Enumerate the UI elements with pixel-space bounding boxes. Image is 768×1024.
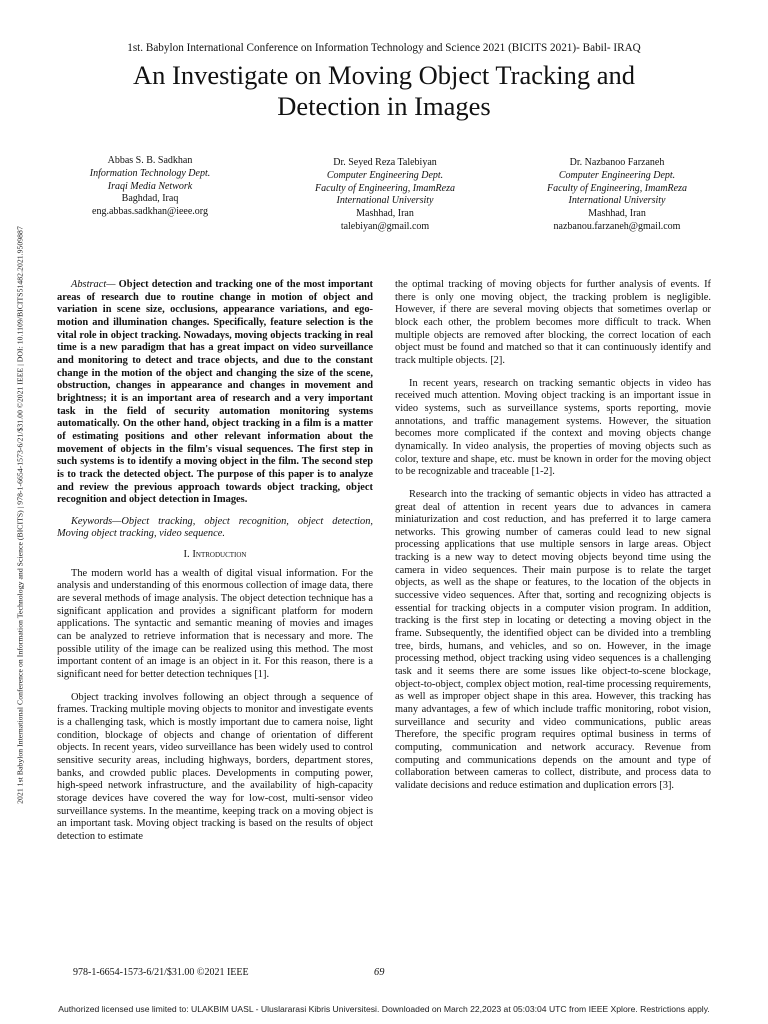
left-column xyxy=(57,279,373,844)
authorized-use-notice: Authorized licensed use limited to: ULAKBIM UASL - Uluslararasi Kibris Universitesi. Downloaded on March 22,2023 at 05:03:04 UTC from IEEE Xplore. Restrictions apply. xyxy=(58,1004,710,1014)
title-line-2: Detection in Images xyxy=(277,91,491,121)
author-city: Mashhad, Iran xyxy=(356,208,414,220)
author-email: eng.abbas.sadkhan@ieee.org xyxy=(92,206,208,218)
paper-title xyxy=(40,60,728,122)
author-org-2: International University xyxy=(336,195,434,207)
page-number: 69 xyxy=(374,967,385,978)
abstract-text: Object detection and tracking one of the most important areas of research due to routine change in motion of object and variation in scene size, occlusions, appearance variations, and ego-motion and illumination changes. Specifically, feature selection is the vital role in object tracking. Nowadays, moving objects tracking in real time is a new paradigm that has a great impact on video surveillance and monitoring to detect and trace objects, and due to the constant change in the motion of the object and changing the size of the scene, obstruction, changes in appearance and changes in movement and brightness; it is an important area of research and a very important task in the field of security automation monitoring systems automatically. On the other hand, object tracking in a film is a matter of estimating positions and other relevant information about the movement of objects in the film's visual sequences. The first step in such systems is to identify a moving object in the film. The second step is to track the detected object. The purpose of this paper is to analyze and review the previous approach towards object tracking, object recognition and object detection in Images. xyxy=(57,279,373,506)
author-name: Dr. Seyed Reza Talebiyan xyxy=(333,157,437,168)
author-org: Faculty of Engineering, ImamReza xyxy=(315,182,455,194)
author-dept: Computer Engineering Dept. xyxy=(558,169,676,181)
abstract xyxy=(57,279,373,507)
author-email: talebiyan@gmail.com xyxy=(340,220,430,232)
author-email: nazbanou.farzaneh@gmail.com xyxy=(553,220,681,232)
footer-isbn: 978-1-6654-1573-6/21/$31.00 ©2021 IEEE xyxy=(73,967,249,978)
author-dept: Computer Engineering Dept. xyxy=(326,169,444,181)
section-title: Introduction xyxy=(192,549,247,561)
abstract-label: Abstract— xyxy=(71,279,116,290)
paragraph: In recent years, research on tracking semantic objects in video has received much attention. Moving object tracking is an important issue in video systems, such as surveillance systems, sports reporting, movie annotations, and traffic management systems. However, the situation becomes more complicated if the context and moving objects change dynamically. In video analysis, the properties of moving objects such as color, texture and shape, etc. must be known in order for the moving object to be recognizable and traceable [1-2]. xyxy=(395,377,711,478)
author-block-3 xyxy=(522,157,712,234)
paragraph: Research into the tracking of semantic objects in video has attracted a great deal of attention in recent years due to advances in camera miniaturization and cost reduction, and has preferred it to large camera networks. This growing number of cameras could lead to new signal processing applications that use multiple sensors in large areas. Object tracking is a new way to detect moving objects beyond time using the camera in video sequences. Their main purpose is to relate the target objects, as well as the shape or features, to the location of the objects in successive video sequences. After that, sorting and recognizing objects is essential for tracking objects in a computer vision program. In addition, tracking is the first step in locating or detecting a moving object in the frame. Subsequently, the identified object can be divided into a trembling tree, birds, humans, and vehicles, and so on. However, in the image processing method, object tracking using video sequences is a challenging task and it seems there are some issues like object-to-scene blockage, object-to-object, complex object motion, real-time processing requirements, as well as improper object shape in this area. However, this tracking has many advantages, a few of which include traffic monitoring, robot vision, surveillance and security and video communications, public areas Therefore, the specific program requires optimal business in terms of computing, communication and network accuracy. Revenue from computing and communications depends on the amount and type of collaboration between cameras to collect, distribute, and process data to validate decisions and reduce estimation and duplication errors [3]. xyxy=(395,488,711,791)
paragraph: the optimal tracking of moving objects for further analysis of events. If there is only one moving object, the tracking problem is negligible. However, if there are several moving objects that sometimes overlap or block each other, the problem becomes more difficult to track. When multiple objects are removed after blocking, the correct location of each object must be found and matched so that it can continuously identify and track multiple objects. [2]. xyxy=(395,279,711,366)
author-org: Iraqi Media Network xyxy=(107,180,193,192)
doi-sidebar-text: 2021 1st Babylon International Conference on Information Technology and Science (BICITS) | 978-1-6654-1573-6/21/$31.00 ©2021 IEEE | DOI: 10.1109/BICITS51482.2021.9509887 xyxy=(15,226,25,804)
author-name: Dr. Nazbanoo Farzaneh xyxy=(569,157,665,168)
paragraph: Object tracking involves following an object through a sequence of frames. Tracking multiple moving objects to monitor and investigate events is a challenging task, which is mostly important due to camera noise, light condition, blockage of objects and change of orientation of different objects. In recent years, video surveillance has been widely used to control sensitive security areas, including highways, borders, department stores, banks, and crowded public places. Developments in computing power, high-speed network infrastructure, and the availability of high-capacity storage devices have covered the way for low-cost, multi-sensor video surveillance systems. In the meantime, keeping track on a moving object is an important task. Moving object tracking is based on the results of object detection to estimate xyxy=(57,691,373,842)
author-dept: Information Technology Dept. xyxy=(89,167,211,179)
section-number: I. xyxy=(183,549,190,561)
author-org: Faculty of Engineering, ImamReza xyxy=(547,182,687,194)
doi-sidebar xyxy=(10,150,30,880)
author-block-2 xyxy=(290,157,480,234)
author-city: Baghdad, Iraq xyxy=(121,193,179,205)
conference-header: 1st. Babylon International Conference on Information Technology and Science 2021 (BICITS 2021)- Babil- IRAQ xyxy=(127,42,641,54)
author-block-1 xyxy=(60,155,240,219)
right-column xyxy=(395,279,711,793)
author-name: Abbas S. B. Sadkhan xyxy=(107,155,193,166)
keywords: Keywords—Object tracking, object recognition, object detection, Moving object tracking, video sequence. xyxy=(57,515,373,540)
author-city: Mashhad, Iran xyxy=(588,208,646,220)
author-org-2: International University xyxy=(568,195,666,207)
section-heading xyxy=(57,549,373,562)
title-line-1: An Investigate on Moving Object Tracking and xyxy=(133,60,635,90)
paragraph: The modern world has a wealth of digital visual information. For the analysis and understanding of this enormous collection of image data, there are several methods of image analysis. The object detection technique has a significant application and provides a significant platform for modern applications. The syntactic and semantic meaning of movies and images can be analyzed to retrieve information that is necessary and more. The possible utility of the image can be realized using this method. The most important content of an image is an object in it. For this reason, there is a significant need for better detection techniques [1]. xyxy=(57,567,373,681)
